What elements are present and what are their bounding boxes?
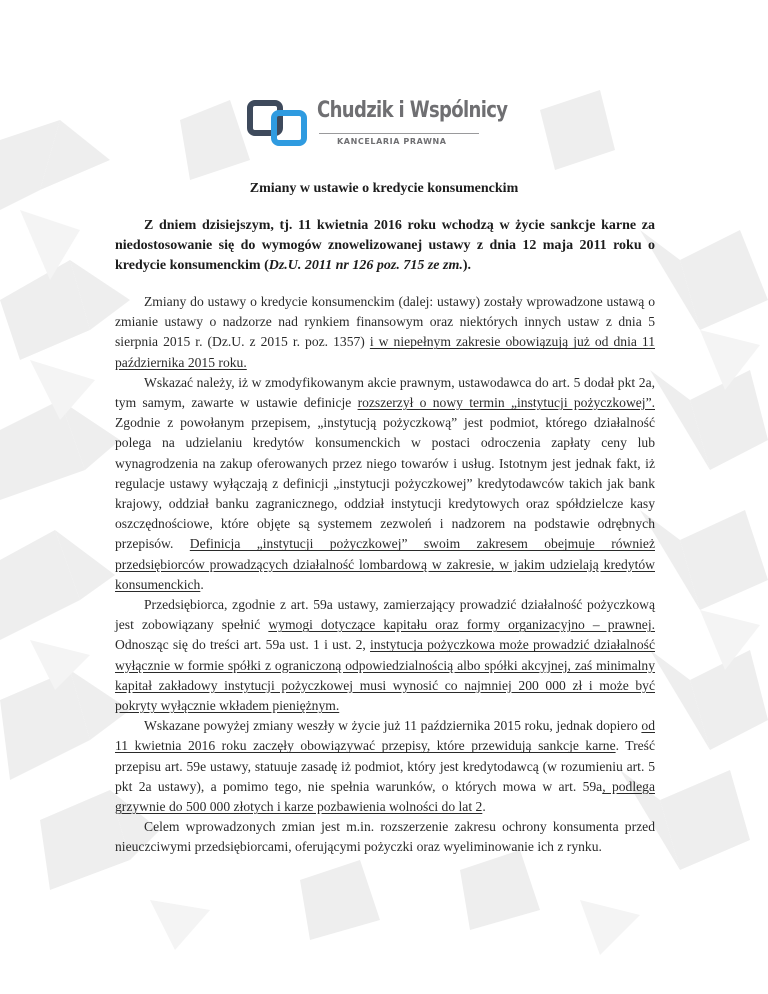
paragraph-1-text: Zmiany do ustawy o kredycie konsumenckim (dalej: ustawy) zostały wprowadzone ustawą o zmianie ustawy o nadzorze nad rynkiem finansowym oraz niektórych innych ustaw z dnia 5 sierpnia 2015 r. (Dz.U. z 2015 r. poz. 1357)	[115, 294, 655, 350]
document-body	[115, 292, 655, 858]
paragraph-3-underlined-b: instytucja pożyczkowa może prowadzić działalność wyłącznie w formie spółki z ograniczoną odpowiedzialnością albo spółki akcyjnej, zaś minimalny kapitał zakładowy instytucji pożyczkowej musi wynosić co najmniej 200 000 zł i może być pokryty wyłącznie wkładem pieniężnym.	[115, 637, 655, 714]
document-title: Zmiany w ustawie o kredycie konsumenckim	[249, 181, 519, 196]
paragraph-3-underlined-a: wymogi dotyczące kapitału oraz formy organizacyjno – prawnej.	[268, 617, 655, 633]
logo-mark-icon	[247, 100, 309, 146]
paragraph-2-text-a: Wskazać należy, iż w zmodyfikowanym akcie prawnym, ustawodawca do art. 5 dodał pkt 2a, tym samym, zawarte w ustawie definicje	[115, 374, 655, 411]
paragraph-2-text-b: Zgodnie z powołanym przepisem, „instytucją pożyczkową” jest podmiot, którego działalność polega na udzielaniu kredytów konsumenckich w postaci odroczenia zapłaty ceny lub wynagrodzenia na zakup oferowanych przez niego towarów i usług. Istotnym jest jednak fakt, iż regulacje ustawy wyłączają z definicji „instytucji pożyczkowej” kredytodawców takich jak bank krajowy, oddział banku zagranicznego, oddział instytucji kredytowych oraz spółdzielcze kasy oszczędnościowe, które objęte są systemem zezwoleń i nadzorem na podstawie odrębnych przepisów.	[115, 415, 655, 552]
lead-citation: Dz.U. 2011 nr 126 poz. 715 ze zm.	[268, 258, 463, 273]
paragraph-2-text-c: .	[200, 576, 204, 592]
paragraph-4-text-b: . Treść przepisu art. 59e ustawy, statuuje zasadę iż podmiot, który jest kredytodawcą (w rozumieniu art. 5 pkt 2a ustawy), a pomimo tego, nie spełnia warunków, o których mowa w art. 59a	[115, 738, 656, 794]
paragraph-4-text-a: Wskazane powyżej zmiany weszły w życie już 11 października 2015 roku, jednak dopiero	[144, 718, 642, 734]
paragraph-2-underlined-b: Definicja „instytucji pożyczkowej” swoim zakresem obejmuje również przedsiębiorców prowadzących działalność lombardową w zakresie, w jakim udzielają kredytów konsumenckich	[115, 536, 655, 592]
paragraph-4	[115, 716, 655, 817]
paragraph-3-text-a: Przedsiębiorca, zgodnie z art. 59a ustawy, zamierzający prowadzić działalność pożyczkową jest zobowiązany spełnić	[115, 597, 655, 633]
paragraph-4-underlined-a: od 11 kwietnia 2016 roku zaczęły obowiązywać przepisy, które przewidują sankcje karne	[115, 718, 655, 754]
paragraph-1	[115, 292, 655, 373]
logo-subtitle: KANCELARIA PRAWNA	[337, 137, 447, 146]
logo-divider	[319, 133, 479, 134]
company-logo	[247, 98, 507, 150]
paragraph-3	[115, 595, 655, 716]
paragraph-3-text-b: Odnosząc się do treści art. 59a ust. 1 i ust. 2,	[115, 637, 371, 653]
paragraph-2	[115, 373, 655, 595]
lead-paragraph	[115, 216, 655, 276]
logo-company-name: Chudzik i Wspólnicy	[317, 98, 508, 123]
paragraph-1-underlined: i w niepełnym zakresie obowiązują już od dnia 11 października 2015 roku.	[115, 334, 656, 370]
paragraph-5-text: Celem wprowadzonych zmian jest m.in. rozszerzenie zakresu ochrony konsumenta przed nieuczciwymi przedsiębiorcami, oferującymi pożyczki oraz wyeliminowanie ich z rynku.	[115, 819, 655, 855]
paragraph-5	[115, 817, 655, 857]
lead-end: ).	[462, 258, 472, 273]
lead-text: Z dniem dzisiejszym, tj. 11 kwietnia 2016 roku wchodzą w życie sankcje karne za niedostosowanie się do wymogów znowelizowanej ustawy z dnia 12 maja 2011 roku o kredycie konsumenckim (	[115, 218, 655, 273]
paragraph-4-underlined-b: , podlega grzywnie do 500 000 złotych i karze pozbawienia wolności do lat 2	[115, 778, 655, 815]
paragraph-4-text-c: .	[482, 799, 486, 815]
paragraph-2-underlined-a: rozszerzył o nowy termin „instytucji pożyczkowej”.	[357, 395, 656, 411]
